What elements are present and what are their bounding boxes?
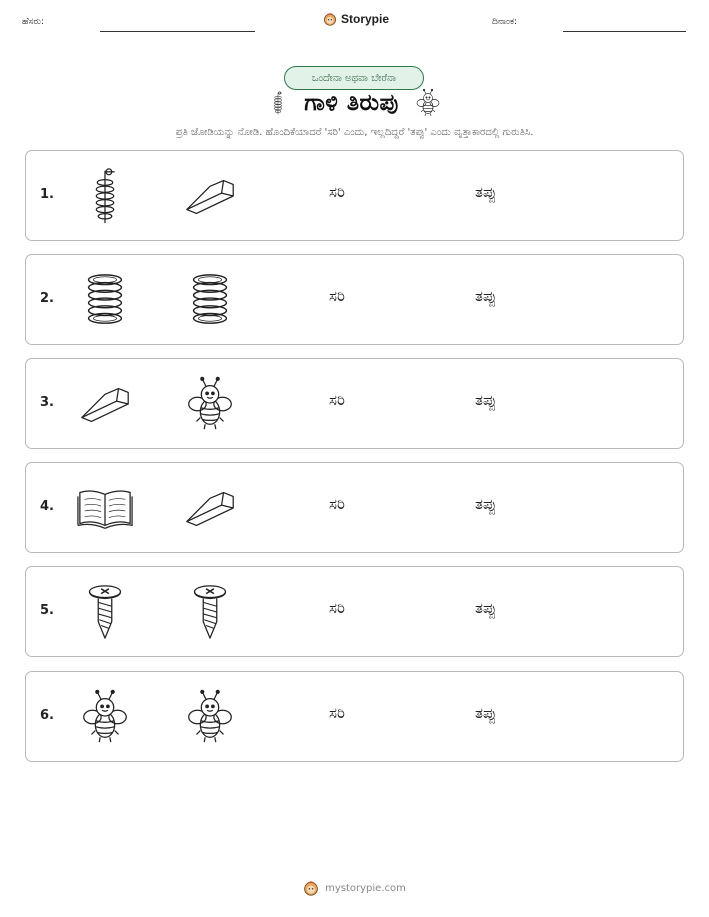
exercise-row [25,566,684,657]
option-correct[interactable]: ಸರಿ [329,599,345,617]
worm-screw-icon [76,167,134,225]
bee-icon [413,88,443,118]
option-correct[interactable]: ಸರಿ [329,704,345,722]
footer [0,880,709,896]
row-number: 5. [40,603,54,618]
exercise-row [25,358,684,449]
date-line[interactable] [563,31,686,32]
bee-icon [181,375,239,433]
wedge-icon [181,167,239,225]
option-wrong[interactable]: ತಪ್ಪು [475,391,497,409]
option-wrong[interactable]: ತಪ್ಪು [475,495,497,513]
page-title: ಗಾಳಿ ತಿರುಪು [304,90,399,116]
row-number: 1. [40,187,54,202]
exercise-row [25,671,684,762]
footer-url[interactable]: mystorypie.com [325,882,406,894]
name-label: ಹೆಸರು: [22,17,45,27]
activity-badge: ಒಂದೇನಾ ಅಥವಾ ಬೇರೆನಾ [284,66,424,90]
title-row [0,88,709,118]
screw-icon [181,583,239,641]
bee-icon [76,688,134,746]
row-number: 4. [40,499,54,514]
option-correct[interactable]: ಸರಿ [329,287,345,305]
exercise-row [25,254,684,345]
name-line[interactable] [100,31,255,32]
exercise-row [25,462,684,553]
option-wrong[interactable]: ತಪ್ಪು [475,599,497,617]
row-number: 3. [40,395,54,410]
spring-icon [181,271,239,329]
option-correct[interactable]: ಸರಿ [329,391,345,409]
option-correct[interactable]: ಸರಿ [329,183,345,201]
option-wrong[interactable]: ತಪ್ಪು [475,287,497,305]
screw-icon [76,583,134,641]
wedge-icon [76,375,134,433]
instructions: ಪ್ರತಿ ಜೋಡಿಯನ್ನು ನೋಡಿ. ಹೊಂದಿಕೆಯಾದರೆ 'ಸರಿ' ಎಂದು, ಇಲ್ಲದಿದ್ದರೆ 'ತಪ್ಪು' ಎಂದು ವೃತ್ತಾಕಾರದಲ್ಲಿ ಗುರುತಿಸಿ. [175,127,534,138]
row-number: 2. [40,291,54,306]
spring-icon [76,271,134,329]
option-wrong[interactable]: ತಪ್ಪು [475,704,497,722]
worm-screw-icon [266,89,290,117]
storypie-mascot-icon [323,12,337,26]
date-label: ದಿನಾಂಕ: [492,17,518,27]
brand-logo [323,12,389,26]
row-number: 6. [40,708,54,723]
option-wrong[interactable]: ತಪ್ಪು [475,183,497,201]
bee-icon [181,688,239,746]
exercise-row [25,150,684,241]
wedge-icon [181,479,239,537]
brand-name: Storypie [341,12,390,26]
storypie-mascot-icon [303,880,319,896]
option-correct[interactable]: ಸರಿ [329,495,345,513]
book-icon [76,479,134,537]
